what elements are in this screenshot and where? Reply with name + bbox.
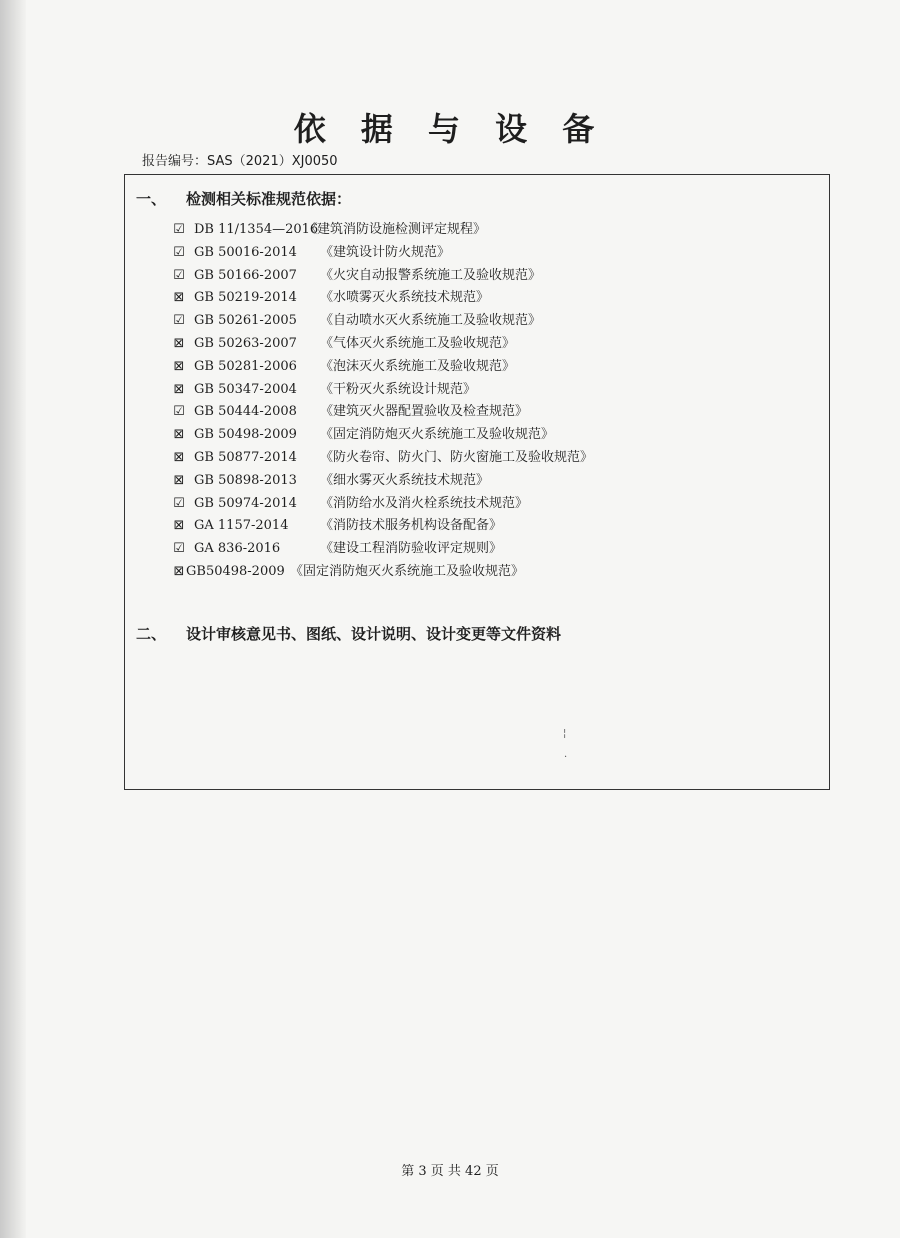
standard-name: 《泡沫灭火系统施工及验收规范》 xyxy=(320,358,516,374)
standard-code: GB 50016-2014 xyxy=(194,244,297,260)
standards-list xyxy=(172,219,594,584)
standard-name: 《气体灭火系统施工及验收规范》 xyxy=(320,335,516,351)
checkbox-icon[interactable]: ⊠ xyxy=(173,290,185,306)
standard-item xyxy=(172,538,503,561)
checkbox-icon[interactable]: ⊠ xyxy=(173,335,185,351)
standard-code: GB 50261-2005 xyxy=(194,313,297,329)
checkbox-icon[interactable]: ⊠ xyxy=(173,472,185,488)
standard-code: GB 50263-2007 xyxy=(194,335,297,351)
standard-name: 《建筑设计防火规范》 xyxy=(320,244,451,260)
standard-item xyxy=(172,515,503,538)
section-1-number: 一、 xyxy=(136,190,167,208)
standard-name: 《固定消防炮灭火系统施工及验收规范》 xyxy=(320,427,555,443)
checkbox-icon[interactable]: ⊠ xyxy=(173,381,185,397)
standard-code: GA 1157-2014 xyxy=(194,518,289,534)
section-1-title: 检测相关标准规范依据： xyxy=(186,190,352,208)
standard-name: 《消防技术服务机构设备配备》 xyxy=(320,518,503,534)
checkbox-icon[interactable]: ⊠ xyxy=(173,518,185,534)
checkbox-icon[interactable]: ⊠ xyxy=(173,427,185,443)
section-1-heading xyxy=(136,188,351,209)
checkbox-icon[interactable]: ☑ xyxy=(173,541,185,557)
page-footer: 第 3 页 共 42 页 xyxy=(401,1164,499,1179)
checkbox-icon[interactable]: ☑ xyxy=(173,267,185,283)
checkbox-icon[interactable]: ⊠ xyxy=(173,563,185,579)
scan-artifact-mark: ¦ xyxy=(563,728,567,739)
standard-item xyxy=(172,561,525,584)
standard-item xyxy=(172,470,490,493)
standard-name: 《火灾自动报警系统施工及验收规范》 xyxy=(320,267,542,283)
section-2-title: 设计审核意见书、图纸、设计说明、设计变更等文件资料 xyxy=(186,625,562,643)
standard-item xyxy=(172,447,594,470)
standard-item xyxy=(172,356,516,379)
checkbox-icon[interactable]: ☑ xyxy=(173,244,185,260)
standard-item xyxy=(172,401,529,424)
standard-code: GB 50498-2009 xyxy=(194,427,297,443)
report-number: 报告编号：SAS（2021）XJ0050 xyxy=(142,154,338,169)
standard-code: GB 50281-2006 xyxy=(194,358,297,374)
standard-name: 《防火卷帘、防火门、防火窗施工及验收规范》 xyxy=(320,449,594,465)
standard-name: 《建设工程消防验收评定规则》 xyxy=(320,541,503,557)
standard-code: GA 836-2016 xyxy=(194,541,281,557)
page-title: 依 据 与 设 备 xyxy=(293,110,607,148)
standard-name: 《细水雾灭火系统技术规范》 xyxy=(320,472,490,488)
standard-name: 《消防给水及消火栓系统技术规范》 xyxy=(320,495,529,511)
standard-item xyxy=(172,287,490,310)
standard-code: GB 50219-2014 xyxy=(194,290,297,306)
standard-code: GB 50974-2014 xyxy=(194,495,297,511)
scan-artifact-dot: · xyxy=(564,752,568,763)
standard-code: GB 50877-2014 xyxy=(194,449,297,465)
standard-name: 《水喷雾灭火系统技术规范》 xyxy=(320,290,490,306)
standard-name: 《自动喷水灭火系统施工及验收规范》 xyxy=(320,313,542,329)
standard-item xyxy=(172,493,529,516)
standard-code: GB50498-2009 xyxy=(186,563,285,579)
standard-name: 《建筑灭火器配置验收及检查规范》 xyxy=(320,404,529,420)
standard-name: 《干粉灭火系统设计规范》 xyxy=(320,381,477,397)
standard-code: GB 50898-2013 xyxy=(194,472,297,488)
standard-item xyxy=(172,379,477,402)
standard-name: 《固定消防炮灭火系统施工及验收规范》 xyxy=(290,563,525,579)
checkbox-icon[interactable]: ☑ xyxy=(173,222,185,237)
standard-item xyxy=(172,424,555,447)
checkbox-icon[interactable]: ☑ xyxy=(173,313,185,329)
standard-name: 《建筑消防设施检测评定规程》 xyxy=(304,222,487,237)
standard-code: GB 50166-2007 xyxy=(194,267,297,283)
standard-item xyxy=(172,310,542,333)
standard-item xyxy=(172,265,542,288)
section-2-number: 二、 xyxy=(136,625,167,643)
checkbox-icon[interactable]: ⊠ xyxy=(173,449,185,465)
checkbox-icon[interactable]: ☑ xyxy=(173,495,185,511)
standard-item xyxy=(172,242,451,265)
standard-code: GB 50347-2004 xyxy=(194,381,297,397)
checkbox-icon[interactable]: ⊠ xyxy=(173,358,185,374)
standard-item xyxy=(172,333,516,356)
standard-code: GB 50444-2008 xyxy=(194,404,297,420)
scan-edge-shadow xyxy=(0,0,26,1238)
checkbox-icon[interactable]: ☑ xyxy=(173,404,185,420)
standard-item xyxy=(172,219,487,242)
section-2-heading xyxy=(136,623,561,644)
standard-code: DB 11/1354—2016 xyxy=(194,222,319,237)
